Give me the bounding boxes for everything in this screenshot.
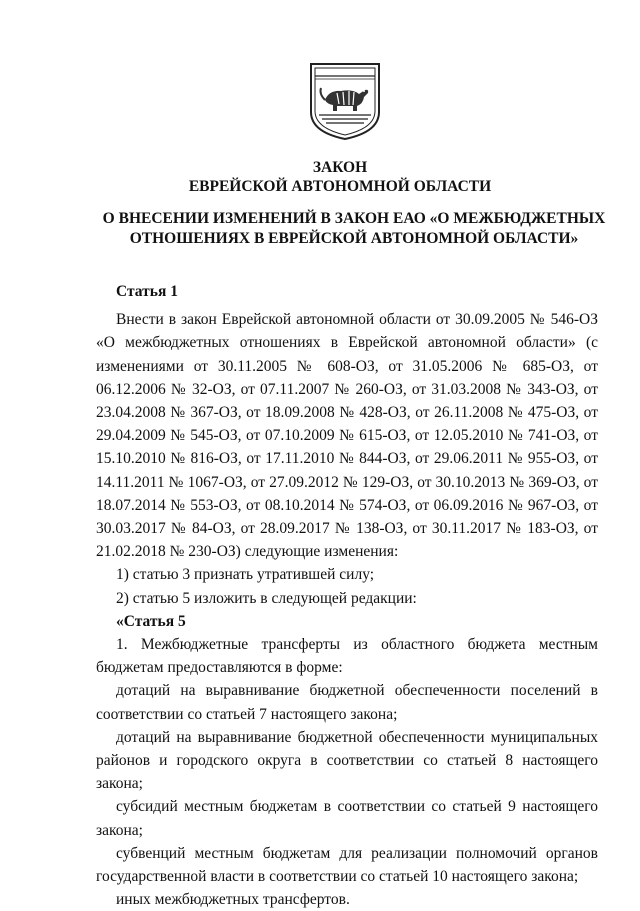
law-title: ЗАКОН <box>312 159 368 176</box>
document-body <box>96 280 598 911</box>
article-5-paragraph-6: иных межбюджетных трансфертов. <box>116 891 350 909</box>
article-5-paragraph-1: 1. Межбюджетные трансферты из областного бюджета местным бюджетам предоставляются в форме: <box>96 636 598 677</box>
article-5-paragraph-5: субвенций местным бюджетам для реализации полномочий органов государственной власти в соответствии со статьей 10 настоящего закона; <box>96 844 598 886</box>
law-subject <box>60 209 640 248</box>
law-subject-line-1: О ВНЕСЕНИИ ИЗМЕНЕНИЙ В ЗАКОН ЕАО «О МЕЖБЮДЖЕТНЫХ <box>102 210 606 227</box>
coat-of-arms-icon <box>307 60 383 142</box>
amendment-item-1: 1) статью 3 признать утратившей силу; <box>116 566 375 584</box>
law-region: ЕВРЕЙСКОЙ АВТОНОМНОЙ ОБЛАСТИ <box>188 178 492 195</box>
article-1-heading: Статья 1 <box>116 283 178 300</box>
article-5-paragraph-3: дотаций на выравнивание бюджетной обеспеченности муниципальных районов и городского округа в соответствии со статьей 8 настоящего закона; <box>96 728 598 793</box>
article-5-paragraph-4: субсидий местным бюджетам в соответствии со статьей 9 настоящего закона; <box>96 798 598 839</box>
article-1-text: Внести в закон Еврейской автономной области от 30.09.2005 № 546-ОЗ «О межбюджетных отношениях в Еврейской автономной области» (с изменениями от 30.11.2005 № 608-ОЗ, от 31.05.2006 № 685-ОЗ, от 06.12.2006 № 32-ОЗ, от 07.11.2007 № 260-ОЗ, от 31.03.2008 № 343-ОЗ, от 23.04.2008 № 367-ОЗ, от 18.09.2008 № 428-ОЗ, от 26.11.2008 № 475-ОЗ, от 29.04.2009 № 545-ОЗ, от 07.10.2009 № 615-ОЗ, от 12.05.2010 № 741-ОЗ, от 15.10.2010 № 816-ОЗ, от 17.11.2010 № 844-ОЗ, от 29.06.2011 № 955-ОЗ, от 14.11.2011 № 1067-ОЗ, от 27.09.2012 № 129-ОЗ, от 30.10.2013 № 369-ОЗ, от 18.07.2014 № 553-ОЗ, от 08.10.2014 № 574-ОЗ, от 06.09.2016 № 967-ОЗ, от 30.03.2017 № 84-ОЗ, от 28.09.2017 № 138-ОЗ, от 30.11.2017 № 183-ОЗ, от 21.02.2018 № 230-ОЗ) следующие изменения: <box>96 311 598 561</box>
law-subject-line-2: ОТНОШЕНИЯХ В ЕВРЕЙСКОЙ АВТОНОМНОЙ ОБЛАСТИ» <box>129 229 579 247</box>
article-5-heading: «Статья 5 <box>116 612 186 630</box>
article-5-paragraph-2: дотаций на выравнивание бюджетной обеспеченности поселений в соответствии со статьей 7 настоящего закона; <box>96 682 598 723</box>
amendment-item-2: 2) статью 5 изложить в следующей редакции: <box>116 589 417 607</box>
